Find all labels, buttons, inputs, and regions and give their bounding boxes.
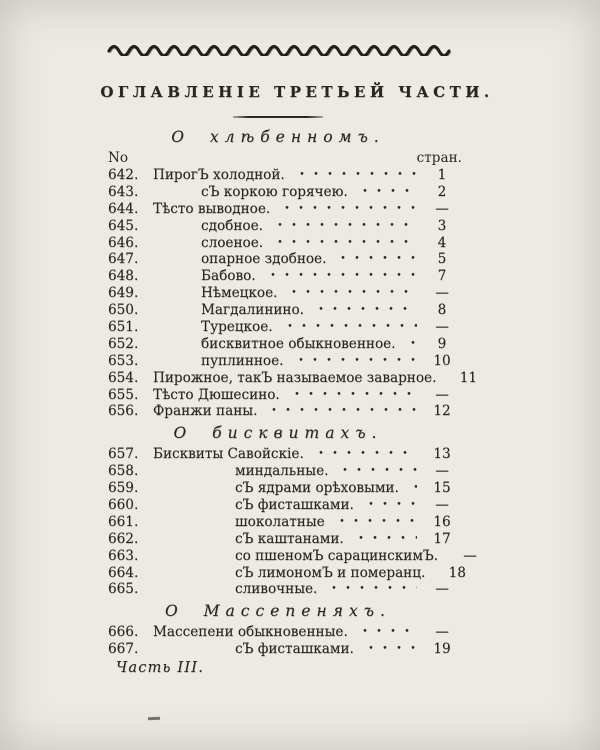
entry-title: пуплинное. <box>201 352 284 369</box>
entry-title: сЪ каштанами. <box>235 530 344 547</box>
dot-leader <box>292 167 417 184</box>
toc-row <box>108 369 478 387</box>
dot-leader <box>355 184 417 201</box>
toc-row <box>108 480 462 497</box>
toc-row <box>108 531 462 548</box>
dot-leader <box>270 218 417 235</box>
entry-page: 4 <box>437 234 447 251</box>
entry-page: 10 <box>433 352 451 369</box>
entry-number: 665. <box>108 581 139 598</box>
entry-page: — <box>435 319 449 336</box>
toc-section <box>108 601 462 658</box>
entry-page: 17 <box>433 530 451 547</box>
entry-number: 647. <box>108 251 139 268</box>
entry-number: 667. <box>108 641 139 658</box>
entry-page: — <box>435 386 449 403</box>
toc-row <box>108 268 462 285</box>
decorative-wavy-rule <box>106 40 454 56</box>
section-rows <box>108 446 477 598</box>
entry-title: Тѣсто Дюшесино. <box>153 386 280 403</box>
entry-number: 651. <box>108 319 139 336</box>
dot-leader <box>270 235 417 252</box>
section-heading: О хлѣбенномъ. <box>171 128 385 146</box>
entry-title: сЪ лимономЪ и померанц. <box>235 564 426 581</box>
entry-number: 652. <box>108 335 139 352</box>
col-header-no: No <box>108 150 129 166</box>
entry-page: 8 <box>437 302 447 319</box>
entry-page: — <box>435 463 449 480</box>
toc-row <box>108 285 462 302</box>
entry-number: 659. <box>108 480 139 497</box>
dot-leader <box>324 581 417 598</box>
toc-row <box>108 463 462 480</box>
toc-row <box>108 403 462 420</box>
dot-leader <box>361 497 417 514</box>
toc-row <box>108 336 462 353</box>
entry-page: 11 <box>459 369 478 386</box>
entry-page: 19 <box>433 641 451 658</box>
toc-row <box>108 319 462 336</box>
dot-leader <box>264 403 417 420</box>
entry-title: Тѣсто выводное. <box>153 200 271 217</box>
toc-row <box>108 218 462 235</box>
entry-page: 9 <box>437 335 447 352</box>
title-divider-rule <box>233 116 323 118</box>
col-header-page: стран. <box>416 150 462 166</box>
entry-page: 3 <box>437 217 447 234</box>
entry-number: 649. <box>108 285 139 302</box>
section-heading: О бисквитахъ. <box>173 424 383 443</box>
toc-row <box>108 201 462 218</box>
entry-title: сЪ фисташками. <box>235 497 354 514</box>
entry-number: 645. <box>108 217 139 234</box>
toc-row <box>108 564 466 582</box>
section-heading: О Массепеняхъ. <box>165 602 391 621</box>
entry-number: 655. <box>108 386 139 403</box>
entry-number: 644. <box>108 200 139 217</box>
entry-title: Магдалинино. <box>201 302 305 319</box>
entry-title: миндальные. <box>235 463 329 480</box>
dot-leader <box>284 285 417 302</box>
entry-page: 15 <box>433 480 451 497</box>
toc-row <box>108 446 462 463</box>
entry-page: — <box>463 547 477 564</box>
dot-leader <box>280 319 417 336</box>
entry-page: — <box>435 624 449 641</box>
entry-page: — <box>435 581 449 598</box>
entry-title: Нѣмецкое. <box>201 285 278 302</box>
entry-number: 661. <box>108 513 139 530</box>
section-rows <box>108 624 462 658</box>
entry-page: 7 <box>437 268 447 285</box>
entry-number: 643. <box>108 183 139 200</box>
entry-title: сливочные. <box>235 581 318 598</box>
toc-section <box>108 423 477 598</box>
entry-number: 654. <box>108 369 139 386</box>
entry-number: 658. <box>108 463 139 480</box>
dot-leader <box>263 268 417 285</box>
toc-section <box>108 127 478 420</box>
dot-leader <box>351 531 417 548</box>
entry-number: 663. <box>108 547 139 564</box>
entry-page: 13 <box>433 446 451 463</box>
dot-leader <box>403 336 418 353</box>
dot-leader <box>311 302 417 319</box>
dot-leader <box>361 641 417 658</box>
toc-row <box>108 184 462 201</box>
dot-leader <box>277 201 417 218</box>
entry-title: бисквитное обыкновенное. <box>201 335 396 352</box>
page-title: ОГЛАВЛЕНІЕ ТРЕТЬЕЙ ЧАСТИ. <box>100 83 494 101</box>
entry-page: — <box>435 285 449 302</box>
entry-number: 650. <box>108 302 139 319</box>
footer-part-label: Часть III. <box>116 660 205 677</box>
entry-title: Бабово. <box>201 268 256 285</box>
entry-number: 653. <box>108 352 139 369</box>
entry-title: опарное здобное. <box>201 251 327 268</box>
entry-page: 18 <box>448 564 466 581</box>
entry-title: ПирогЪ холодной. <box>153 167 285 183</box>
toc-row <box>108 353 462 370</box>
entry-number: 656. <box>108 403 139 420</box>
entry-title: сЪ коркою горячею. <box>201 183 348 200</box>
entry-number: 648. <box>108 268 139 285</box>
entry-title: сЪ фисташками. <box>235 641 354 658</box>
entry-title: Пирожное, такЪ называемое заварное. <box>153 369 437 386</box>
entry-number: 646. <box>108 234 139 251</box>
entry-page: — <box>435 497 449 514</box>
entry-title: Массепени обыкновенные. <box>153 624 348 641</box>
entry-title: Турецкое. <box>201 319 273 336</box>
entry-title: со пшеномЪ сарацинскимЪ. <box>235 547 439 564</box>
entry-number: 642. <box>108 167 139 183</box>
toc-row <box>108 624 462 641</box>
entry-number: 666. <box>108 624 139 641</box>
entry-page: 16 <box>433 513 451 530</box>
dot-leader <box>291 353 418 370</box>
entry-title: сдобное. <box>201 217 263 234</box>
dot-leader <box>406 480 417 497</box>
dot-leader <box>355 624 417 641</box>
toc-row <box>108 581 462 598</box>
dot-leader <box>311 446 417 463</box>
toc-row <box>108 641 462 658</box>
section-rows <box>108 167 478 420</box>
entry-number: 660. <box>108 497 139 514</box>
entry-title: сЪ ядрами орѣховыми. <box>235 480 399 497</box>
entry-number: 662. <box>108 530 139 547</box>
entry-page: 5 <box>437 251 447 268</box>
entry-title: Франжи паны. <box>153 403 258 420</box>
dot-leader <box>335 463 417 480</box>
toc-row <box>108 251 462 268</box>
toc-body <box>108 124 478 677</box>
col-header-row <box>108 150 462 167</box>
toc-row <box>108 547 477 565</box>
entry-number: 664. <box>108 564 139 581</box>
toc-row <box>108 497 462 514</box>
entry-page: — <box>435 200 449 217</box>
dot-leader <box>332 514 417 531</box>
dot-leader <box>287 387 417 404</box>
toc-row <box>108 514 462 531</box>
entry-page: 1 <box>437 167 447 183</box>
entry-page: 2 <box>437 183 447 200</box>
toc-row <box>108 167 462 184</box>
entry-title: Бисквиты Савойскіе. <box>153 446 304 463</box>
entry-title: шоколатные <box>235 513 325 530</box>
entry-page: 12 <box>433 403 451 420</box>
toc-row <box>108 302 462 319</box>
entry-title: слоеное. <box>201 234 264 251</box>
toc-row <box>108 235 462 252</box>
entry-number: 657. <box>108 446 139 463</box>
dot-leader <box>333 251 417 268</box>
scan-artifact-mark <box>148 717 160 720</box>
toc-row <box>108 387 462 404</box>
